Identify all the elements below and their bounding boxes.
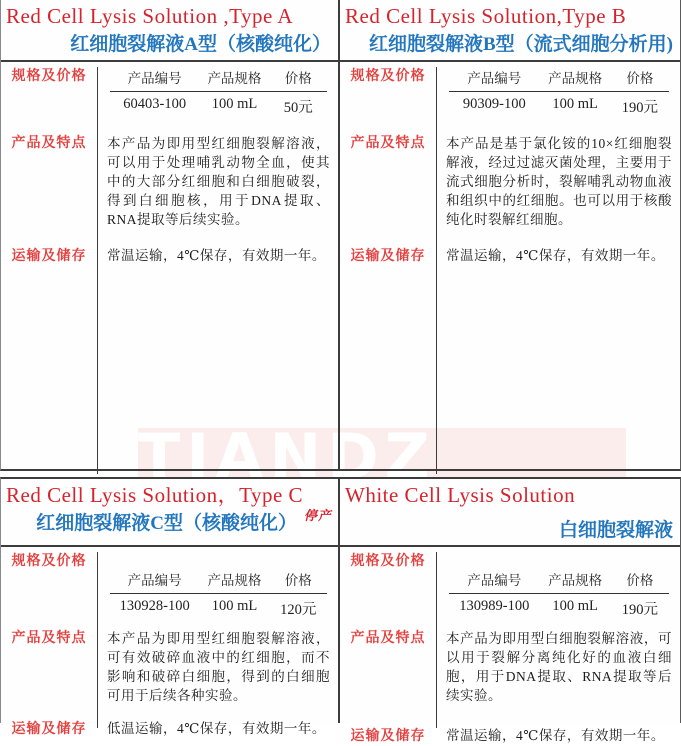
header-product-size: 产品规格 xyxy=(207,573,262,588)
features-text: 本产品为即用型红细胞裂解溶液，可有效破碎血液中的红细胞，而不影响和破碎白细胞，得到的白细胞可用于后续各种实验。 xyxy=(107,631,330,703)
title-block xyxy=(1,0,338,62)
spec-table xyxy=(110,569,326,619)
product-code: 130989-100 xyxy=(459,598,530,614)
features-text: 本产品为即用型白细胞裂解溶液，可以用于裂解分离纯化好的血液白细胞，用于DNA提取、RNA提取等后续实验。 xyxy=(446,631,672,703)
spec-table-values xyxy=(110,92,326,117)
features-label: 产品及特点 xyxy=(11,136,87,151)
product-card-white-cell xyxy=(340,477,681,744)
header-product-code: 产品编号 xyxy=(467,71,522,86)
label-column-divider xyxy=(436,67,437,474)
spec-table xyxy=(110,67,326,117)
storage-text: 常温运输，4℃保存，有效期一年。 xyxy=(446,728,665,743)
storage-text: 低温运输，4℃保存，有效期一年。 xyxy=(107,721,326,736)
product-title-en: Red Cell Lysis Solution,Type B xyxy=(345,4,627,28)
product-size: 100 mL xyxy=(552,96,598,112)
discontinued-badge: 停产 xyxy=(303,508,335,523)
features-row xyxy=(1,629,338,705)
spec-price-row xyxy=(340,67,680,117)
features-label: 产品及特点 xyxy=(350,136,426,151)
product-title-zh: 白细胞裂解液 xyxy=(558,520,673,541)
header-price: 价格 xyxy=(284,71,312,86)
product-title-zh: 红细胞裂解液A型（核酸纯化） xyxy=(70,34,331,55)
product-code: 130928-100 xyxy=(119,598,190,614)
product-price: 190元 xyxy=(621,100,658,116)
storage-text: 常温运输，4℃保存，有效期一年。 xyxy=(107,248,326,263)
storage-label: 运输及储存 xyxy=(11,722,87,737)
product-title-zh-text: 红细胞裂解液C型（核酸纯化） xyxy=(36,513,297,534)
header-product-size: 产品规格 xyxy=(207,71,262,86)
spec-table-header xyxy=(110,67,326,92)
product-title-zh: 红细胞裂解液B型（流式细胞分析用) xyxy=(368,34,673,55)
header-product-size: 产品规格 xyxy=(548,573,603,588)
spec-price-label: 规格及价格 xyxy=(350,554,426,569)
storage-row xyxy=(1,247,338,266)
storage-text: 常温运输，4℃保存，有效期一年。 xyxy=(446,248,665,263)
features-label: 产品及特点 xyxy=(11,631,87,646)
product-card-type-a xyxy=(0,0,340,471)
product-price: 50元 xyxy=(283,100,313,116)
storage-label: 运输及储存 xyxy=(11,249,87,264)
storage-row xyxy=(1,720,338,739)
product-size: 100 mL xyxy=(552,598,598,614)
storage-label: 运输及储存 xyxy=(350,729,426,744)
product-title-en: Red Cell Lysis Solution，Type C xyxy=(6,483,304,507)
spec-price-row xyxy=(340,552,680,619)
features-row xyxy=(340,629,680,705)
spec-table xyxy=(449,67,668,117)
tiandz-watermark: TIANDZ xyxy=(138,428,626,478)
header-price: 价格 xyxy=(284,573,312,588)
product-details xyxy=(340,67,680,474)
features-label: 产品及特点 xyxy=(350,631,426,646)
product-price: 120元 xyxy=(280,602,317,618)
features-text: 本产品为即用型红细胞裂解溶液，可以用于处理哺乳动物全血，使其中的大部分红细胞和白细胞破裂，得到白细胞核，用于DNA提取、RNA提取等后续实验。 xyxy=(107,136,330,227)
product-details xyxy=(1,67,338,474)
title-block xyxy=(340,479,680,547)
features-row xyxy=(1,134,338,229)
product-title-zh xyxy=(6,508,335,538)
header-product-code: 产品编号 xyxy=(127,573,182,588)
product-code: 60403-100 xyxy=(123,96,187,112)
header-product-code: 产品编号 xyxy=(467,573,522,588)
spec-table xyxy=(449,569,668,619)
spec-table-values xyxy=(449,92,668,117)
product-size: 100 mL xyxy=(211,598,258,614)
product-price: 190元 xyxy=(621,602,658,618)
title-block xyxy=(340,0,680,62)
features-row xyxy=(340,134,680,229)
label-column-divider xyxy=(97,552,98,728)
product-card-type-b xyxy=(340,0,681,471)
spec-price-label: 规格及价格 xyxy=(350,69,426,84)
spec-table-header xyxy=(449,569,668,594)
spec-table-header xyxy=(110,569,326,594)
product-size: 100 mL xyxy=(211,96,258,112)
header-product-size: 产品规格 xyxy=(548,71,603,86)
product-title-en: White Cell Lysis Solution xyxy=(345,483,576,507)
features-text: 本产品是基于氯化铵的10×红细胞裂解液，经过过滤灭菌处理，主要用于流式细胞分析时，裂解哺乳动物血液和组织中的红细胞。也可以用于核酸纯化时裂解红细胞。 xyxy=(446,136,672,227)
spec-price-label: 规格及价格 xyxy=(11,69,87,84)
spec-price-row xyxy=(1,552,338,619)
product-title-en: Red Cell Lysis Solution ,Type A xyxy=(6,4,294,28)
header-price: 价格 xyxy=(626,573,654,588)
spec-price-row xyxy=(1,67,338,117)
product-details xyxy=(1,552,338,737)
spec-table-header xyxy=(449,67,668,92)
storage-label: 运输及储存 xyxy=(350,249,426,264)
label-column-divider xyxy=(97,67,98,474)
title-block xyxy=(1,479,338,547)
storage-row xyxy=(340,247,680,266)
label-column-divider xyxy=(436,552,437,728)
spec-table-values xyxy=(110,594,326,619)
header-price: 价格 xyxy=(626,71,654,86)
spec-price-label: 规格及价格 xyxy=(11,554,87,569)
spec-table-values xyxy=(449,594,668,619)
header-product-code: 产品编号 xyxy=(127,71,182,86)
product-card-type-c xyxy=(0,477,340,737)
product-code: 90309-100 xyxy=(462,96,526,112)
storage-row xyxy=(340,727,680,746)
product-details xyxy=(340,552,680,744)
